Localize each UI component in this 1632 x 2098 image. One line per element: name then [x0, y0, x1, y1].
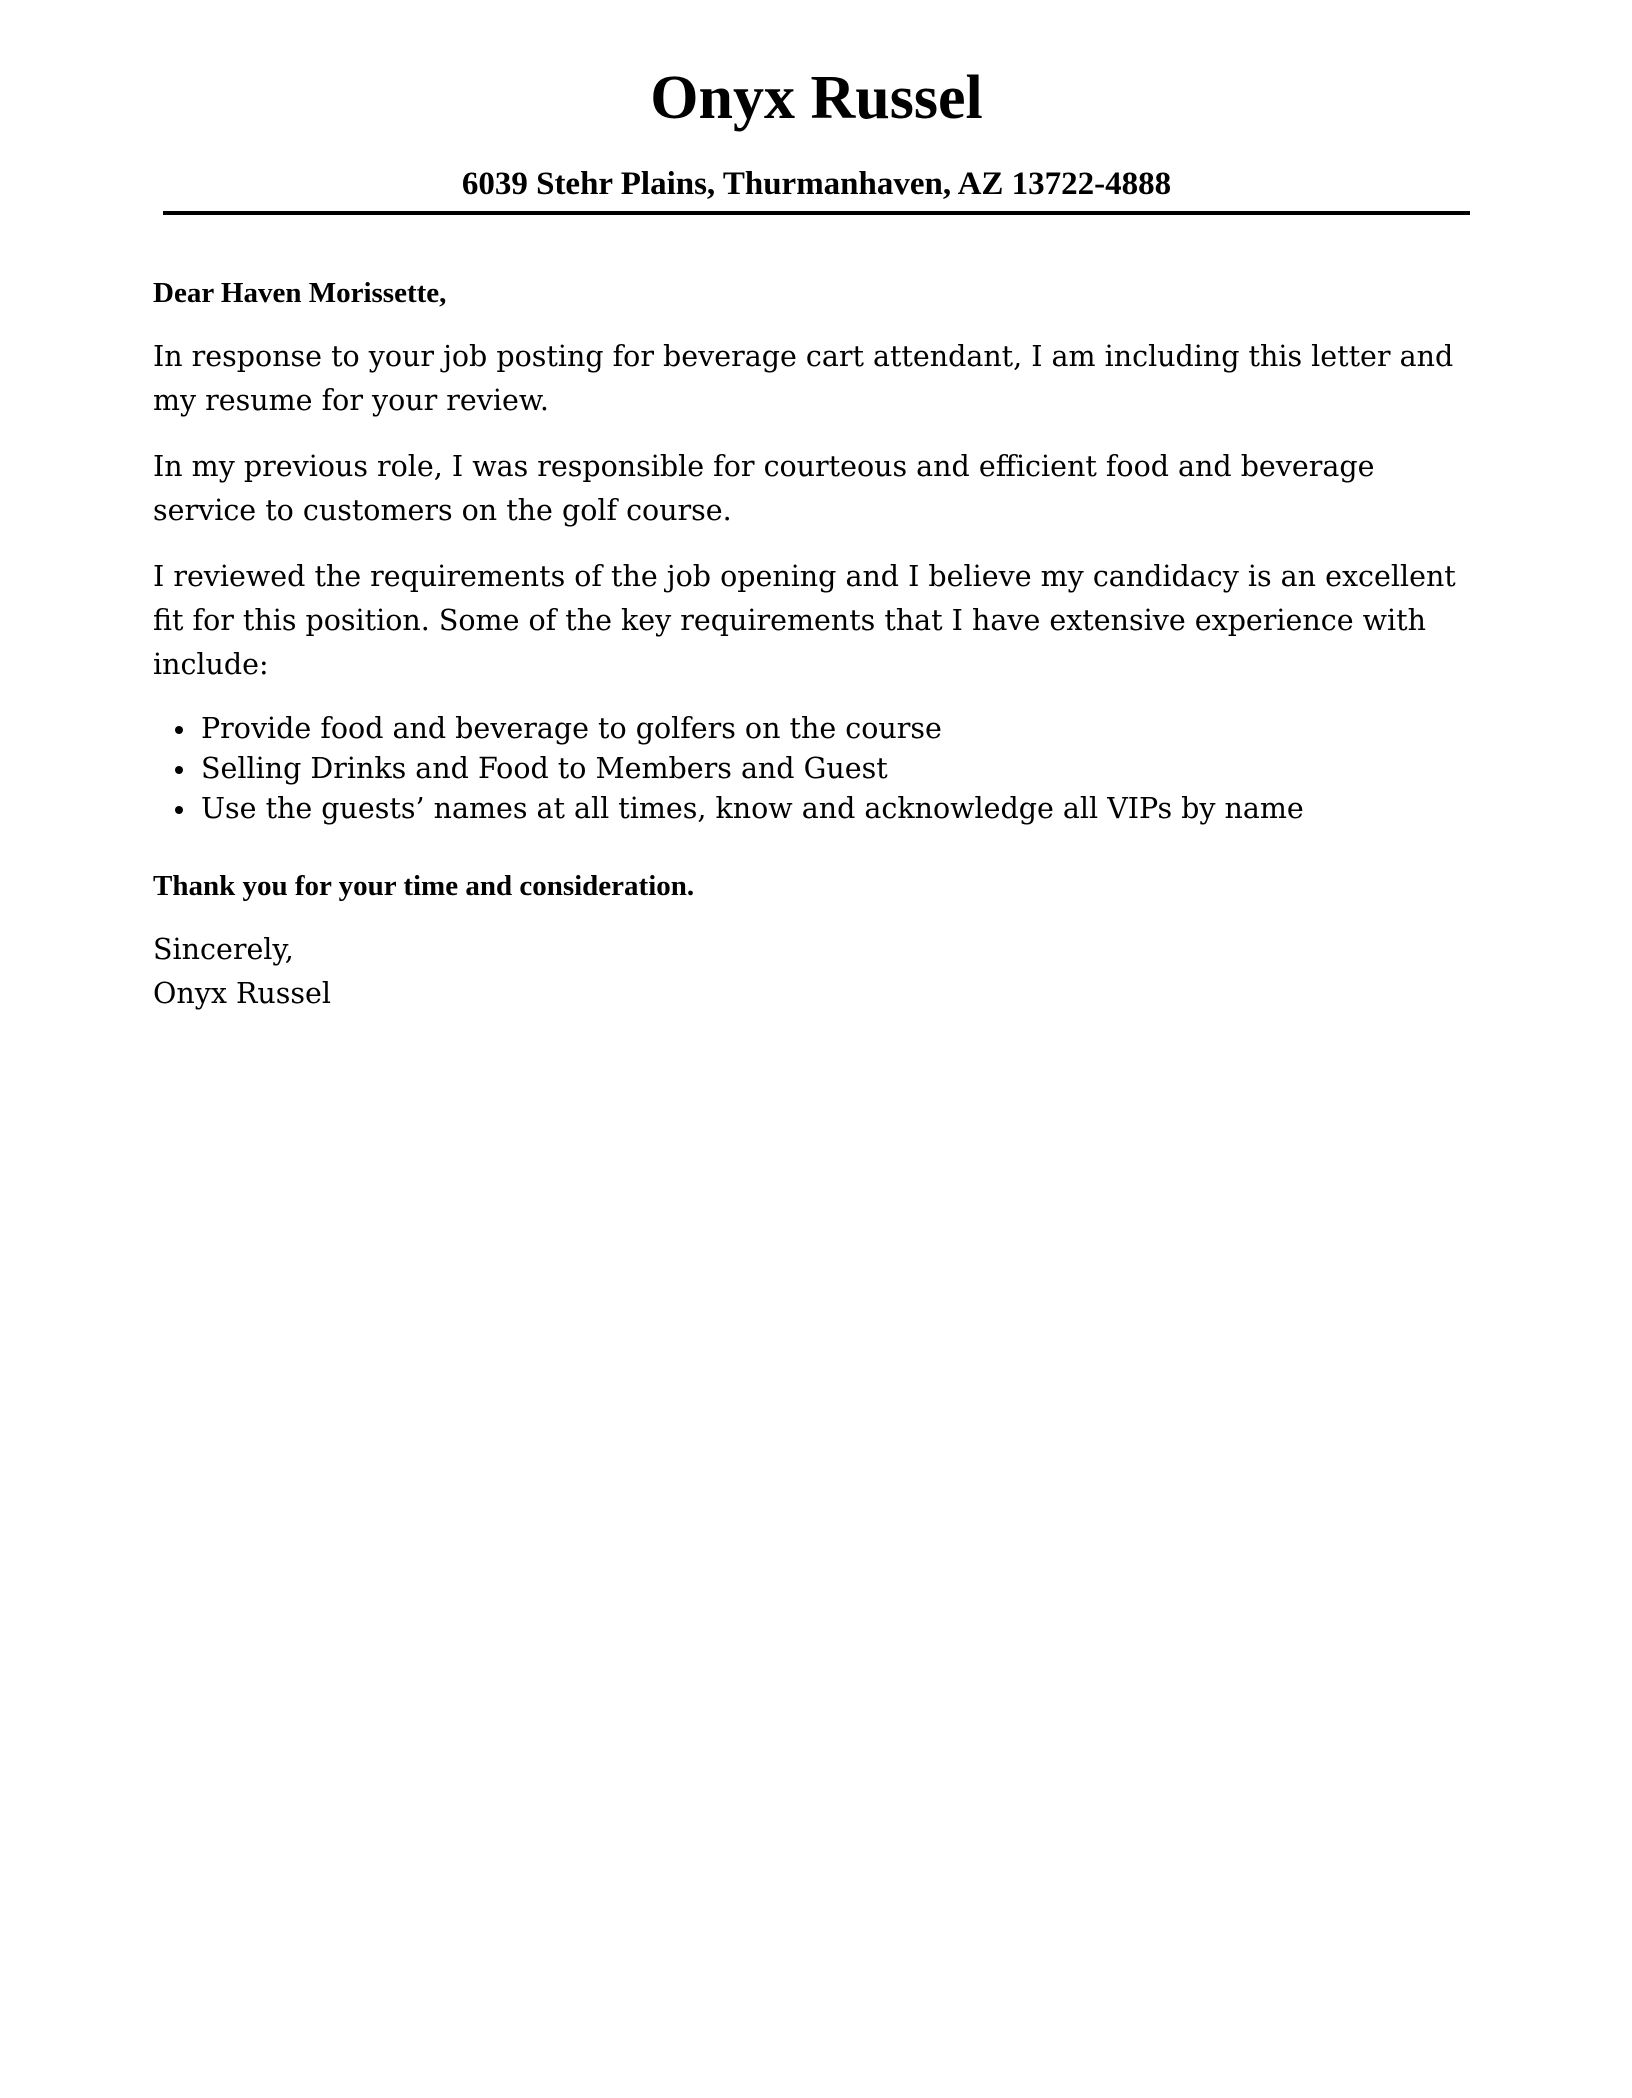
salutation: Dear Haven Morissette,: [153, 277, 447, 309]
bullet-icon: [175, 766, 183, 774]
list-item: [153, 789, 1483, 829]
list-item-text: Use the guests’ names at all times, know and acknowledge all VIPs by name: [201, 792, 1304, 825]
list-item: [153, 709, 1483, 749]
closing: Sincerely,: [153, 933, 294, 966]
letter-header: [163, 58, 1470, 204]
list-item-text: Selling Drinks and Food to Members and Guest: [201, 752, 888, 785]
bullet-icon: [175, 806, 183, 814]
list-item-text: Provide food and beverage to golfers on the course: [201, 712, 942, 745]
paragraph-intro: In response to your job posting for beverage cart attendant, I am including this letter and my resume for your review.: [153, 340, 1454, 417]
bullet-icon: [175, 726, 183, 734]
sender-address: 6039 Stehr Plains, Thurmanhaven, AZ 13722-4888: [461, 166, 1172, 202]
letter-body: [153, 272, 1483, 1016]
signature: Onyx Russel: [153, 977, 331, 1010]
list-item: [153, 749, 1483, 789]
paragraph-previous-role: In my previous role, I was responsible for courteous and efficient food and beverage service to customers on the golf course.: [153, 450, 1375, 527]
header-divider: [163, 211, 1470, 215]
paragraph-requirements: I reviewed the requirements of the job opening and I believe my candidacy is an excellent fit for this position. Some of the key requirements that I have extensive experience with include:: [153, 560, 1456, 681]
sender-name: Onyx Russel: [650, 64, 983, 132]
requirements-list: [153, 709, 1483, 829]
thank-you-line: Thank you for your time and consideration.: [153, 870, 695, 902]
